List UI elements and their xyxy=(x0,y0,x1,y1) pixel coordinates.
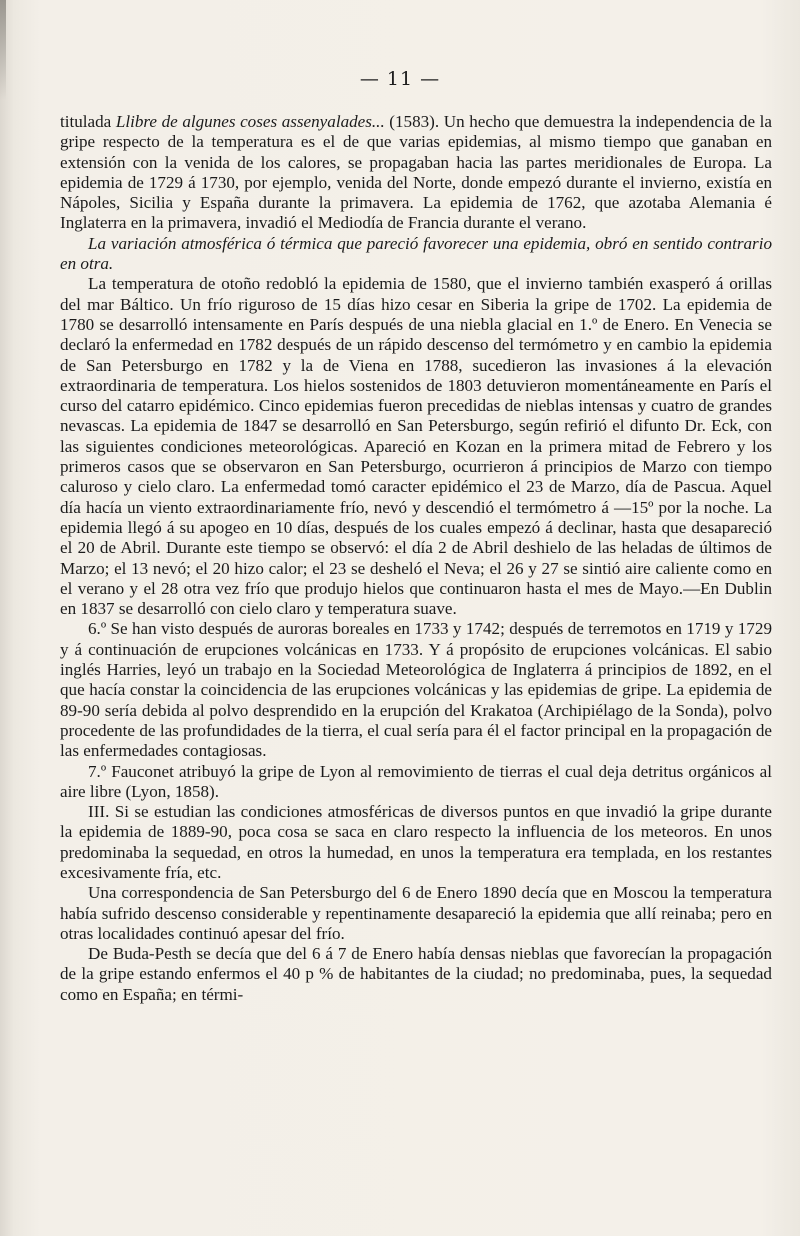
text-run: 7.º Fauconet atribuyó la gripe de Lyon al removimiento de tierras el cual deja detritus orgánicos al aire libre (Lyon, 1858). xyxy=(60,761,772,801)
paragraph xyxy=(60,274,772,619)
text-run: III. Si se estudian las condiciones atmosféricas de diversos puntos en que invadió la gripe durante la epidemia de 1889-90, poca cosa se saca en claro respecto la influencia de los meteoros. En unos predominaba la sequedad, en otros la humedad, en unos la temperatura era templada, en los restantes excesivamente fría, etc. xyxy=(60,802,772,882)
text-run: 6.º Se han visto después de auroras boreales en 1733 y 1742; después de terremotos en 1719 y 1729 y á continuación de erupciones volcánicas en 1733. Y á propósito de erupciones volcánicas. El sabio inglés Harries, leyó un trabajo en la Sociedad Meteorológica de Inglaterra á principios de 1892, en el que hacía constar la coincidencia de las erupciones volcánicas y las epidemias de gripe. La epidemia de 89-90 sería debida al polvo desprendido en la erupción del Krakatoa (Archipiélago de la Sonda), polvo procedente de las profundidades de la tierra, el cual sería para él el factor principal en la propagación de las enfermedades contagiosas. xyxy=(60,619,772,761)
text-run: La temperatura de otoño redobló la epidemia de 1580, que el invierno también exasperó á orillas del mar Báltico. Un frío riguroso de 15 días hizo cesar en Siberia la gripe de 1702. La epidemia de 1780 se desarrolló intensamente en París después de una niebla glacial en 1.º de Enero. En Venecia se declaró la enfermedad en 1782 después de un rápido descenso del termómetro y en cambio la epidemia de San Petersburgo en 1782 y la de Viena en 1788, sucedieron las invasiones á la elevación extraordinaria de temperatura. Los hielos sostenidos de 1803 detuvieron momentáneamente en París el curso del catarro epidémico. Cinco epidemias fueron precedidas de nieblas intensas y cuatro de grandes nevascas. La epidemia de 1847 se desarrolló en San Petersburgo, según refirió el difunto Dr. Eck, con las siguientes condiciones meteorológicas. Apareció en Kozan en la primera mitad de Febrero y los primeros casos que se observaron en San Petersburgo, ocurrieron á principios de Marzo con tiempo caluroso y cielo claro. La enfermedad tomó caracter epidémico el 23 de Marzo, día de Pascua. Aquel día hacía un viento extraordinariamente frío, nevó y descendió el termómetro á —15º por la noche. La epidemia llegó á su apogeo en 10 días, después de los cuales empezó á declinar, hasta que desapareció el 20 de Abril. Durante este tiempo se observó: el día 2 de Abril deshielo de las heladas de últimos de Marzo; el 13 nevó; el 20 hizo calor; el 23 se desheló el Neva; el 26 y 27 se sintió aire caliente como en el verano y el 28 otra vez frío que produjo hielos que continuaron hasta el mes de Mayo.—En Dublin en 1837 se desarrolló con cielo claro y temperatura suave. xyxy=(60,274,772,619)
body-text xyxy=(60,112,772,1005)
page-number: — 11 — xyxy=(359,68,441,90)
italic-text: La variación atmosférica ó térmica que pareció favorecer una epidemia, obró en sentido contrario en otra. xyxy=(60,233,772,274)
text-run: titulada xyxy=(60,112,116,131)
paragraph xyxy=(60,944,772,1005)
paragraph xyxy=(60,619,772,761)
paragraph xyxy=(60,802,772,883)
text-run: de habitantes de la ciudad; no predominaba, pues, la sequedad como en España; en térmi- xyxy=(60,964,772,1004)
italic-text: Llibre de algunes coses assenyalades... xyxy=(115,112,385,131)
paragraph xyxy=(60,112,772,234)
text-run: Una correspondencia de San Petersburgo del 6 de Enero 1890 decía que en Moscou la temperatura había sufrido descenso considerable y repentinamente desapareció la epidemia que allí reinaba; pero en otras localidades continuó apesar del frío. xyxy=(60,883,772,943)
paragraph xyxy=(60,762,772,803)
text-run: (1583). Un hecho que demuestra la independencia de la gripe respecto de la temperatura es el de que varias epidemias, al mismo tiempo que ganaban en extensión con la venida de los calores, se propagaban hacia las partes meridionales de Europa. La epidemia de 1729 á 1730, por ejemplo, venida del Norte, donde empezó durante el invierno, existía en Nápoles, Sicilia y España durante la primavera. La epidemia de 1762, que azotaba Alemania é Inglaterra en la primavera, invadió el Mediodía de Francia durante el verano. xyxy=(60,112,772,233)
text-run: De Buda-Pesth se decía que del 6 á 7 de Enero había densas nieblas que favorecían la propagación de la gripe estando enfermos el 40 p % xyxy=(60,944,772,984)
paragraph xyxy=(60,883,772,944)
paragraph xyxy=(60,234,772,275)
